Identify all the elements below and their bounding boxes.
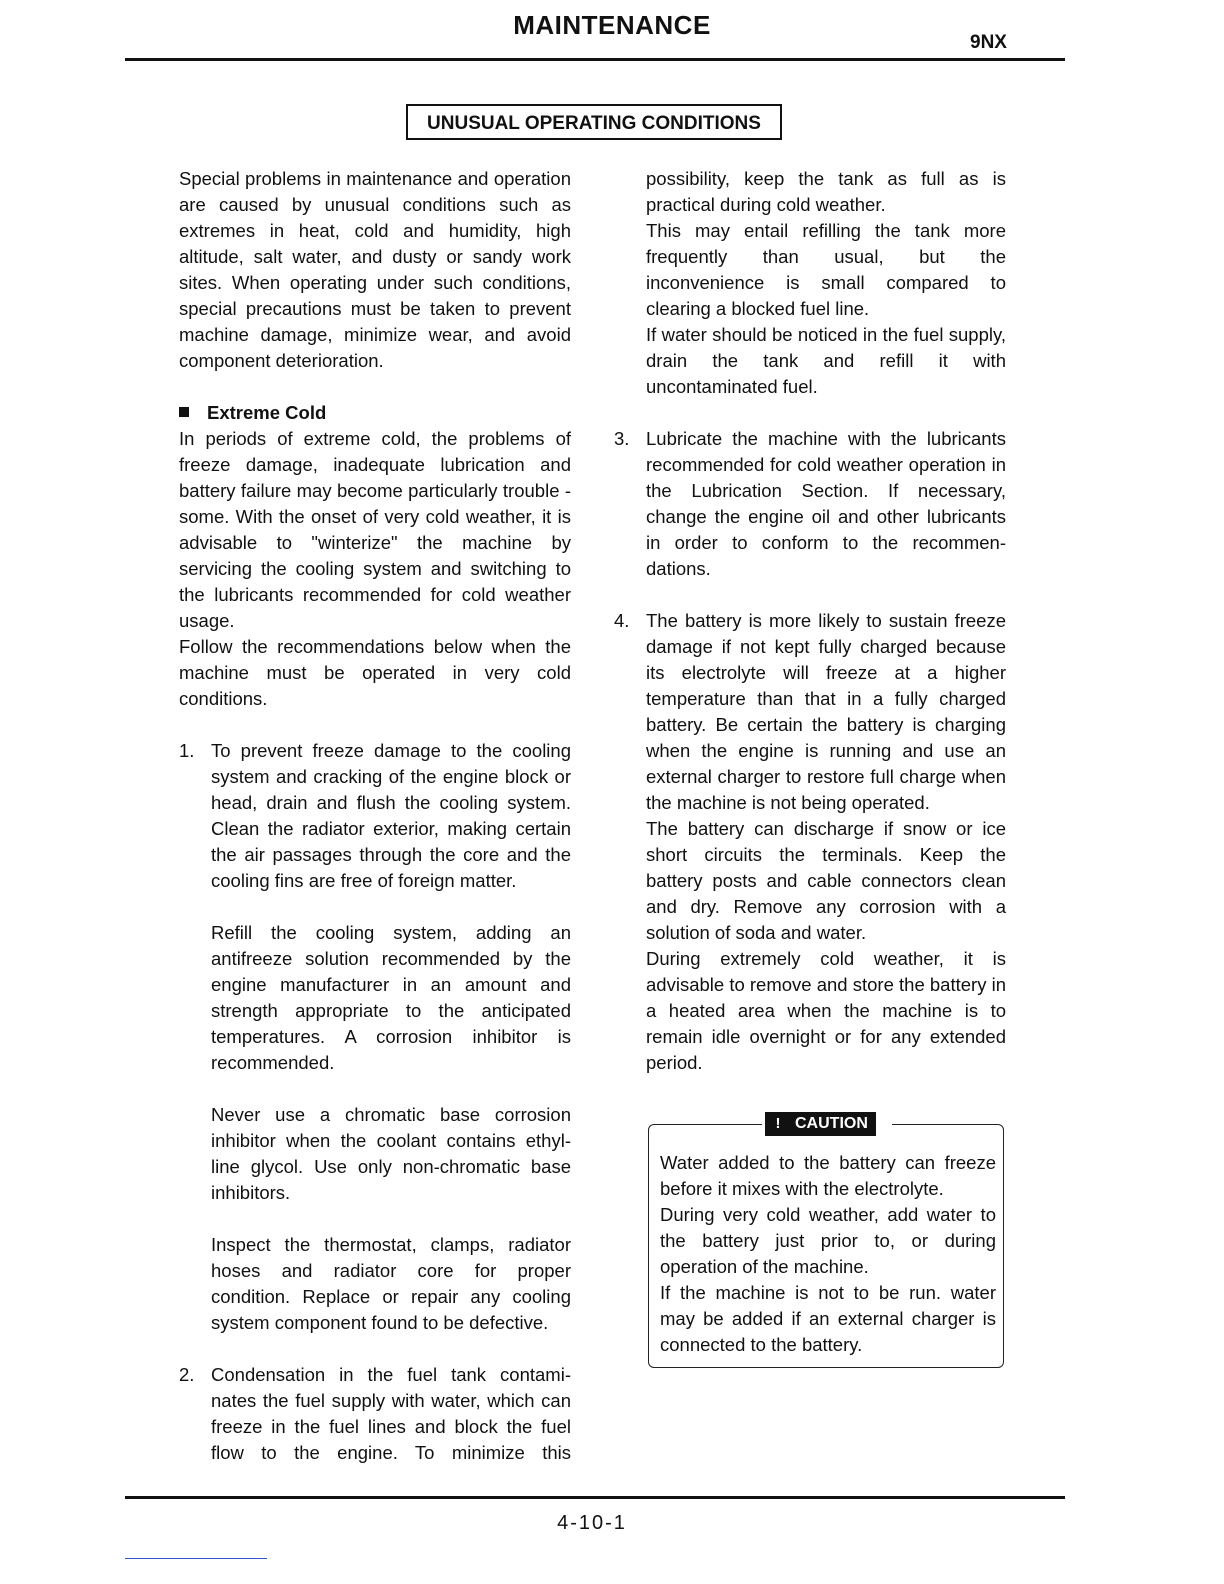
right-column bbox=[614, 166, 1006, 1076]
item1-paragraph-2: Refill the cooling system, adding an antifreeze solution recommended by the engine manufacturer in an amount and strength appropriate to the anticipated temperatures. A corrosion inhibitor is recommended. bbox=[211, 922, 571, 1073]
item1-paragraph-4: Inspect the thermostat, clamps, radiator hoses and radiator core for proper condition. Replace or repair any cooling system component found to be defective. bbox=[211, 1234, 571, 1333]
page-number: 4-10-1 bbox=[557, 1512, 627, 1534]
list-item-number: 1. bbox=[179, 740, 195, 761]
list-item-number: 4. bbox=[614, 610, 630, 631]
item1-paragraph-1: To prevent freeze damage to the cooling system and cracking of the engine block or head, drain and flush the cooling system. Clean the radiator exterior, making certain the air passages through the core and the cooling fins are free of foreign matter. bbox=[211, 740, 571, 891]
item2-paragraph-3: If water should be noticed in the fuel supply, drain the tank and refill it with uncontaminated fuel. bbox=[646, 324, 1006, 397]
item2-paragraph-2: This may entail refilling the tank more frequently than usual, but the inconvenience is small compared to clearing a blocked fuel line. bbox=[646, 220, 1006, 319]
list-item-1 bbox=[179, 738, 571, 1336]
extreme-cold-heading-text: Extreme Cold bbox=[207, 402, 327, 423]
list-item-2-continued bbox=[614, 166, 1006, 400]
square-bullet-icon bbox=[179, 407, 189, 417]
extreme-cold-heading bbox=[179, 400, 571, 426]
item4-paragraph-1: The battery is more likely to sustain freeze damage if not kept fully charged because its electrolyte will freeze at a higher temperature than that in a fully charged battery. Be certain the battery is charging when the engine is running and use an external charger to restore full charge when the machine is not being operated. bbox=[646, 610, 1006, 813]
header-divider bbox=[125, 58, 1065, 61]
caution-label bbox=[765, 1112, 876, 1136]
caution-paragraph-3: If the machine is not to be run. water may be added if an external charger is connected to the battery. bbox=[660, 1282, 996, 1355]
list-item-3 bbox=[614, 426, 1006, 582]
model-code: 9NX bbox=[970, 32, 1007, 53]
list-item-number: 3. bbox=[614, 428, 630, 449]
extreme-cold-paragraph: In periods of extreme cold, the problems of freeze damage, inadequate lubrication and battery failure may become particularly trouble - some. With the onset of very cold weather, it is advisable to "winterize" the machine by servicing the cooling system and switching to the lubricants recommended for cold weather usage. bbox=[179, 428, 571, 631]
section-title: UNUSUAL OPERATING CONDITIONS bbox=[406, 104, 782, 140]
intro-paragraph: Special problems in maintenance and operation are caused by unusual conditions such as extremes in heat, cold and humidity, high altitude, salt water, and dusty or sandy work sites. When operating under such conditions, special precautions must be taken to prevent machine damage, minimize wear, and avoid component deterioration. bbox=[179, 168, 571, 371]
item4-paragraph-3: During extremely cold weather, it is advisable to remove and store the battery in a heated area when the machine is to remain idle overnight or for any extended period. bbox=[646, 948, 1006, 1073]
page-title: MAINTENANCE bbox=[513, 10, 711, 40]
list-item-4 bbox=[614, 608, 1006, 1076]
item2-paragraph-1-continued: possibility, keep the tank as full as is practical during cold weather. bbox=[646, 168, 1006, 215]
item4-paragraph-2: The battery can discharge if snow or ice short circuits the terminals. Keep the battery posts and cable connectors clean and dry. Remove any corrosion with a solution of soda and water. bbox=[646, 818, 1006, 943]
caution-paragraph-2: During very cold weather, add water to the battery just prior to, or during operation of the machine. bbox=[660, 1204, 996, 1277]
footer-divider bbox=[125, 1496, 1065, 1499]
item1-paragraph-3: Never use a chromatic base corrosion inhibitor when the coolant contains ethyl-line glycol. Use only non-chromatic base inhibitors. bbox=[211, 1104, 571, 1203]
item3-paragraph-1: Lubricate the machine with the lubricants recommended for cold weather operation in the Lubrication Section. If necessary, change the engine oil and other lubricants in order to conform to the recommen-dations. bbox=[646, 428, 1006, 579]
caution-label-text: CAUTION bbox=[789, 1114, 874, 1134]
list-item-2 bbox=[179, 1362, 571, 1466]
item2-paragraph-1: Condensation in the fuel tank contami-nates the fuel supply with water, which can freeze in the fuel lines and block the fuel flow to the engine. To minimize this bbox=[211, 1364, 571, 1463]
warning-triangle-icon: ! bbox=[767, 1114, 789, 1134]
caution-paragraph-1: Water added to the battery can freeze before it mixes with the electrolyte. bbox=[660, 1152, 996, 1199]
caution-body bbox=[660, 1150, 996, 1358]
list-item-number: 2. bbox=[179, 1364, 195, 1385]
footer-underline bbox=[125, 1558, 267, 1559]
follow-recommendations-paragraph: Follow the recommendations below when the machine must be operated in very cold conditions. bbox=[179, 636, 571, 709]
left-column bbox=[179, 166, 571, 1466]
